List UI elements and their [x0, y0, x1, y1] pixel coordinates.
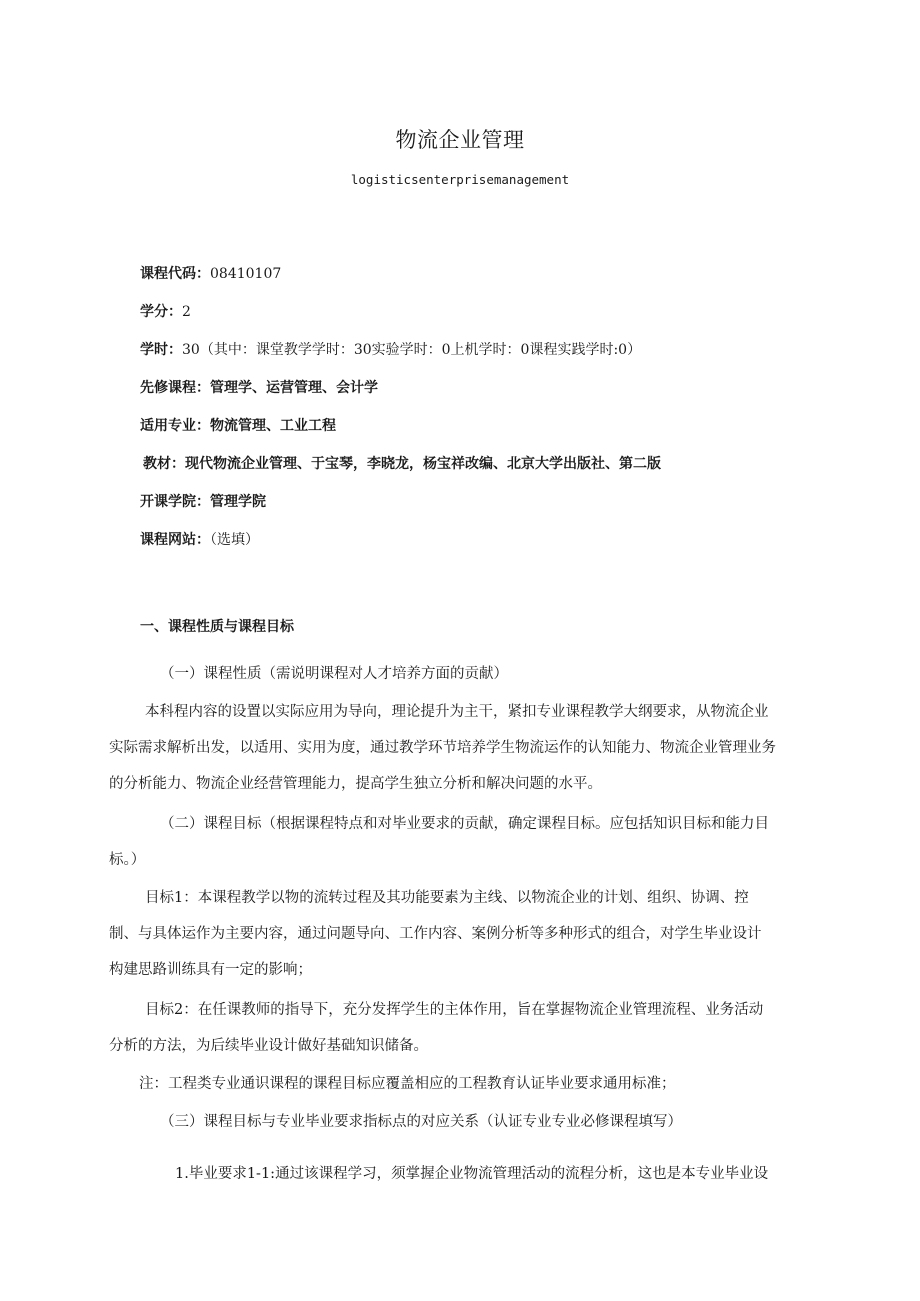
document-subtitle: logisticsenterprisemanagement: [350, 172, 570, 187]
college-row: [140, 492, 266, 512]
section-heading: 一、课程性质与课程目标: [140, 619, 294, 635]
mapping-heading: （三）课程目标与专业毕业要求指标点的对应关系（认证专业专业必修课程填写）: [160, 1114, 682, 1130]
goal1-line: 制、与具体运作为主要内容，通过问题导向、工作内容、案例分析等多种形式的组合，对学生毕业设计: [109, 926, 762, 942]
nature-paragraph-line: 的分析能力、物流企业经营管理能力，提高学生独立分析和解决问题的水平。: [109, 776, 602, 792]
website-value: （选填）: [210, 532, 259, 548]
website-row: [140, 530, 259, 550]
textbook-label: 教材：: [143, 456, 185, 472]
textbook-row: [143, 454, 661, 474]
credit-row: [140, 302, 191, 322]
document-title: 物流企业管理: [395, 128, 525, 152]
prerequisite-label: 先修课程：: [140, 380, 210, 396]
goal1-line: 目标1：本课程教学以物的流转过程及其功能要素为主线、以物流企业的计划、组织、协调、控: [145, 890, 749, 906]
major-row: [140, 416, 336, 436]
credit-value: 2: [182, 304, 191, 320]
nature-heading: （一）课程性质（需说明课程对人才培养方面的贡献）: [160, 666, 508, 682]
hours-value: 30（其中：课堂教学学时：30实验学时：0上机学时：0课程实践学时:0）: [182, 342, 642, 358]
prerequisite-row: [140, 378, 378, 398]
textbook-value: 现代物流企业管理、于宝琴，李晓龙，杨宝祥改编、北京大学出版社、第二版: [185, 456, 661, 472]
nature-paragraph-line: 本科程内容的设置以实际应用为导向，理论提升为主干，紧扣专业课程教学大纲要求，从物流企业: [145, 704, 769, 720]
goal2-line: 目标2：在任课教师的指导下，充分发挥学生的主体作用，旨在掌握物流企业管理流程、业务活动: [145, 1002, 764, 1018]
goals-heading-line: 标。）: [109, 852, 146, 868]
hours-row: [140, 340, 641, 360]
goals-heading-line: （二）课程目标（根据课程特点和对毕业要求的贡献，确定课程目标。应包括知识目标和能力目: [160, 816, 769, 832]
college-label: 开课学院：: [140, 494, 210, 510]
course-code-value: 08410107: [210, 266, 282, 282]
major-label: 适用专业：: [140, 418, 210, 434]
website-label: 课程网站：: [140, 532, 210, 548]
hours-label: 学时：: [140, 342, 182, 358]
college-value: 管理学院: [210, 494, 266, 510]
goal2-line: 分析的方法，为后续毕业设计做好基础知识储备。: [109, 1038, 428, 1054]
requirement-line: 1.毕业要求1-1:通过该课程学习，须掌握企业物流管理活动的流程分析，这也是本专业毕业设: [175, 1166, 769, 1182]
nature-paragraph-line: 实际需求解析出发，以适用、实用为度，通过教学环节培养学生物流运作的认知能力、物流企业管理业务: [109, 740, 776, 756]
goal1-line: 构建思路训练具有一定的影响；: [109, 962, 312, 978]
credit-label: 学分：: [140, 304, 182, 320]
note-line: 注：工程类专业通识课程的课程目标应覆盖相应的工程教育认证毕业要求通用标准；: [139, 1076, 676, 1092]
prerequisite-value: 管理学、运营管理、会计学: [210, 380, 378, 396]
course-code-row: [140, 264, 281, 284]
course-code-label: 课程代码：: [140, 266, 210, 282]
major-value: 物流管理、工业工程: [210, 418, 336, 434]
